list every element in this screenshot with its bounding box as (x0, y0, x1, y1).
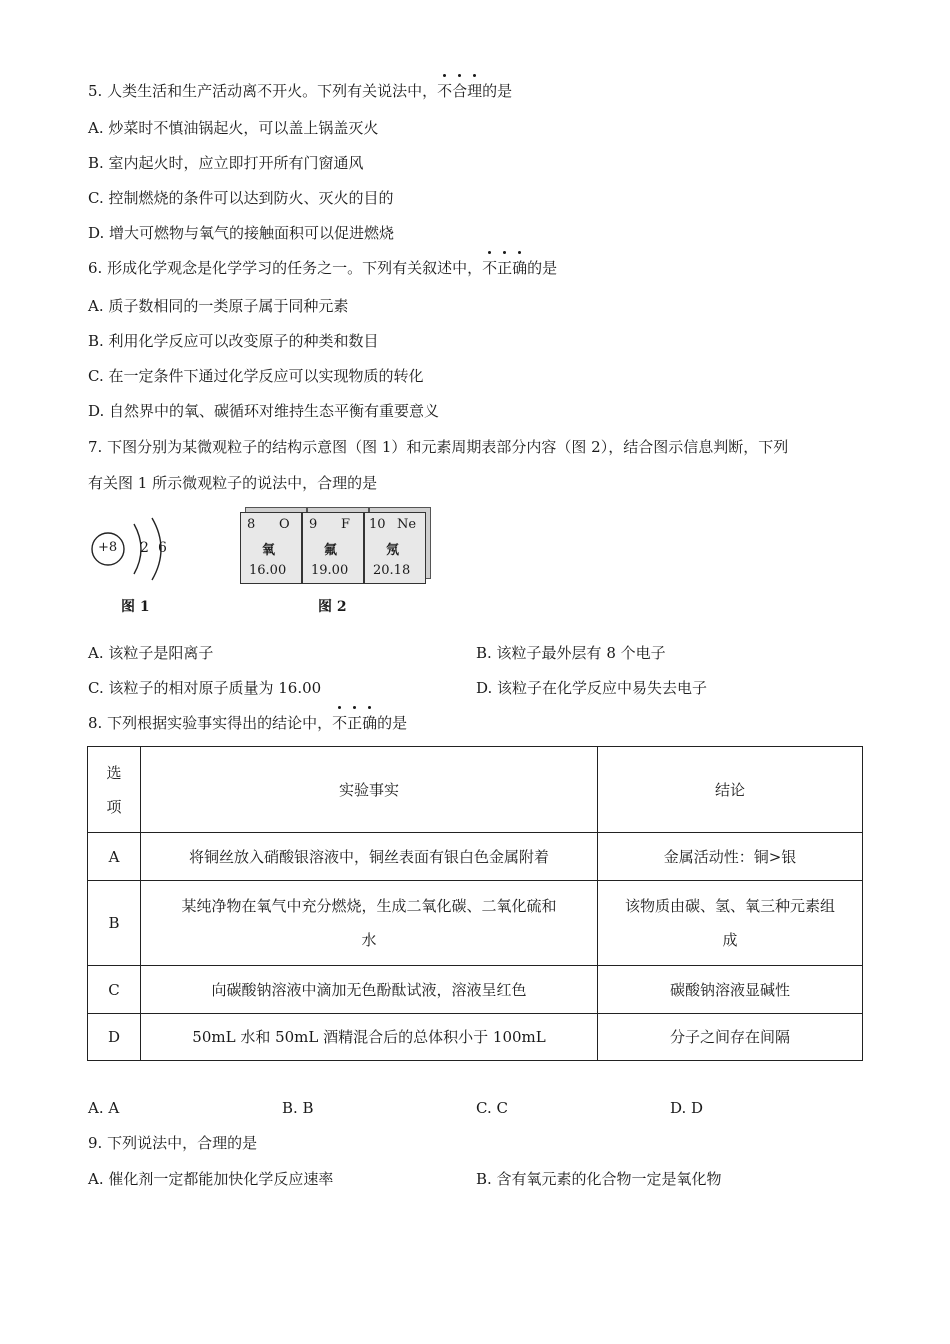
q8-option-c: C. C (476, 1099, 508, 1117)
q5-option-a: A. 炒菜时不慎油锅起火，可以盖上锅盖灭火 (88, 119, 379, 137)
header-fact: 实验事实 (141, 747, 598, 833)
fig1-label: 图 1 (121, 599, 150, 615)
q7-option-c: C. 该粒子的相对原子质量为 16.00 (88, 679, 322, 697)
q5-stem: 5. 人类生活和生产活动离不开火。下列有关说法中，不合理的是 (88, 82, 513, 100)
shell2-electrons: 6 (158, 540, 167, 556)
q7-option-b: B. 该粒子最外层有 8 个电子 (476, 644, 666, 662)
periodic-tile-fluorine: 9 F 氟 19.00 (302, 512, 364, 584)
q8-option-a: A. A (88, 1099, 120, 1117)
q8-option-d: D. D (670, 1099, 704, 1117)
q8-table (87, 746, 863, 1061)
q7-option-a: A. 该粒子是阳离子 (88, 644, 214, 662)
table-row: A 将铜丝放入硝酸银溶液中，铜丝表面有银白色金属附着 金属活动性：铜>银 (88, 833, 863, 881)
table-row: C 向碳酸钠溶液中滴加无色酚酞试液，溶液呈红色 碳酸钠溶液显碱性 (88, 966, 863, 1014)
periodic-tile-oxygen: 8 O 氧 16.00 (240, 512, 302, 584)
table-row: B 某纯净物在氧气中充分燃烧，生成二氧化碳、二氧化硫和 水 该物质由碳、氢、氧三种元素组 成 (88, 881, 863, 966)
header-conclusion: 结论 (598, 747, 863, 833)
fig2-label: 图 2 (318, 599, 347, 615)
header-option: 选项 (88, 747, 141, 833)
q7-stem-line1: 7. 下图分别为某微观粒子的结构示意图（图 1）和元素周期表部分内容（图 2），结合图示信息判断，下列 (88, 438, 789, 456)
q6-stem: 6. 形成化学观念是化学学习的任务之一。下列有关叙述中，不正确的是 (88, 259, 558, 277)
periodic-tile-neon: 10 Ne 氖 20.18 (364, 512, 426, 584)
q7-figure (88, 510, 448, 620)
q6-option-b: B. 利用化学反应可以改变原子的种类和数目 (88, 332, 379, 350)
q6-option-a: A. 质子数相同的一类原子属于同种元素 (88, 297, 349, 315)
q6-option-d: D. 自然界中的氧、碳循环对维持生态平衡有重要意义 (88, 402, 440, 420)
q8-stem: 8. 下列根据实验事实得出的结论中，不正确的是 (88, 714, 408, 732)
q9-stem: 9. 下列说法中，合理的是 (88, 1134, 258, 1152)
q9-option-a: A. 催化剂一定都能加快化学反应速率 (88, 1170, 334, 1188)
nucleus-charge: +8 (98, 540, 118, 555)
q5-option-d: D. 增大可燃物与氧气的接触面积可以促进燃烧 (88, 224, 395, 242)
q9-option-b: B. 含有氧元素的化合物一定是氧化物 (476, 1170, 722, 1188)
q8-option-b: B. B (282, 1099, 314, 1117)
q5-option-c: C. 控制燃烧的条件可以达到防火、灭火的目的 (88, 189, 394, 207)
q6-option-c: C. 在一定条件下通过化学反应可以实现物质的转化 (88, 367, 424, 385)
q7-stem-line2: 有关图 1 所示微观粒子的说法中，合理的是 (88, 474, 378, 492)
q7-option-d: D. 该粒子在化学反应中易失去电子 (476, 679, 708, 697)
q5-option-b: B. 室内起火时，应立即打开所有门窗通风 (88, 154, 364, 172)
table-row: D 50mL 水和 50mL 酒精混合后的总体积小于 100mL 分子之间存在间隔 (88, 1014, 863, 1061)
shell1-electrons: 2 (140, 540, 149, 556)
table-header-row (88, 747, 863, 833)
